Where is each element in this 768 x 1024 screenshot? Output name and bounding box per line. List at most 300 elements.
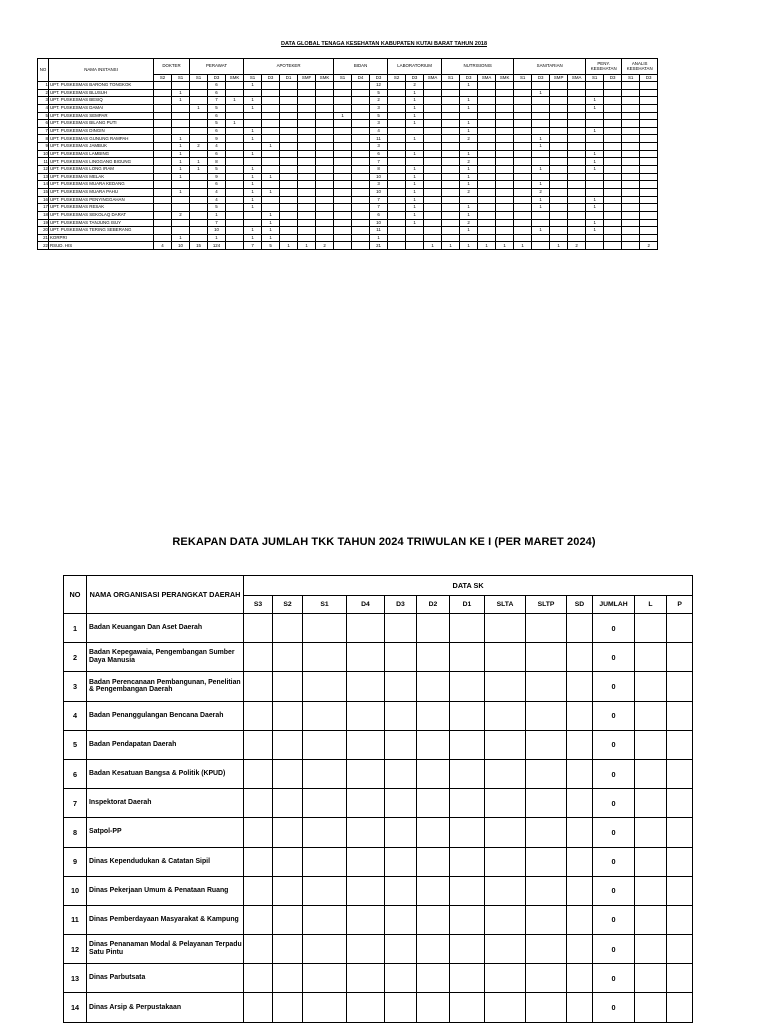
data-cell: 1 — [406, 181, 424, 189]
data-cell — [442, 188, 460, 196]
header-group: NUTRISIONIS — [442, 59, 514, 75]
data-cell — [496, 227, 514, 235]
data-cell — [667, 876, 693, 905]
data-cell — [334, 234, 352, 242]
data-cell — [532, 242, 550, 250]
data-cell — [280, 204, 298, 212]
data-cell — [334, 120, 352, 128]
data-cell — [262, 104, 280, 112]
data-cell — [635, 643, 667, 672]
data-cell — [262, 89, 280, 97]
header-subcolumn: SMF — [298, 75, 316, 82]
data-cell — [154, 104, 172, 112]
data-cell — [568, 89, 586, 97]
data-cell — [352, 127, 370, 135]
data-cell: 1 — [172, 135, 190, 143]
data-cell — [514, 196, 532, 204]
data-cell — [424, 219, 442, 227]
data-cell — [316, 120, 334, 128]
data-cell — [298, 227, 316, 235]
data-cell — [352, 150, 370, 158]
table-row — [38, 104, 658, 112]
data-cell: 1 — [532, 89, 550, 97]
data-cell — [568, 166, 586, 174]
data-cell: 1 — [226, 120, 244, 128]
data-cell — [226, 219, 244, 227]
data-cell — [347, 730, 385, 759]
data-cell: 6 — [208, 127, 226, 135]
data-cell: 9 — [208, 135, 226, 143]
data-cell — [298, 82, 316, 90]
data-cell: 1 — [586, 219, 604, 227]
data-cell — [154, 166, 172, 174]
data-cell — [388, 120, 406, 128]
data-cell — [385, 993, 417, 1022]
data-cell — [424, 196, 442, 204]
table-row — [64, 730, 693, 759]
data-cell: 4 — [154, 242, 172, 250]
data-cell — [273, 935, 303, 964]
data-cell — [334, 135, 352, 143]
row-name: UPT. PUSKESMAS GUNUNG RAMPAH — [49, 135, 154, 143]
data-cell — [172, 82, 190, 90]
data-cell: 9 — [208, 173, 226, 181]
data-cell — [514, 234, 532, 242]
data-cell: 1 — [244, 82, 262, 90]
data-cell — [244, 643, 273, 672]
data-cell — [406, 158, 424, 166]
data-cell — [568, 173, 586, 181]
data-cell: 12 — [370, 82, 388, 90]
data-cell — [244, 158, 262, 166]
data-cell — [303, 730, 347, 759]
data-cell — [635, 730, 667, 759]
data-cell — [514, 158, 532, 166]
data-cell — [532, 97, 550, 105]
data-cell — [568, 150, 586, 158]
data-cell — [190, 204, 208, 212]
data-cell — [568, 204, 586, 212]
data-cell — [172, 127, 190, 135]
data-cell — [442, 82, 460, 90]
data-cell — [406, 127, 424, 135]
data-cell — [604, 82, 622, 90]
data-cell: 1 — [532, 143, 550, 151]
data-cell — [424, 158, 442, 166]
data-cell — [303, 964, 347, 993]
data-cell — [352, 135, 370, 143]
data-cell — [417, 876, 450, 905]
data-cell — [298, 211, 316, 219]
data-cell: 6 — [370, 211, 388, 219]
row-number: 3 — [38, 97, 49, 105]
data-cell — [496, 97, 514, 105]
data-cell: 1 — [190, 166, 208, 174]
data-cell — [450, 759, 485, 788]
data-cell — [514, 104, 532, 112]
data-cell: 7 — [244, 242, 262, 250]
data-cell — [550, 211, 568, 219]
header-name: NAMA ORGANISASI PERANGKAT DAERAH — [87, 576, 244, 614]
data-cell: 1 — [460, 166, 478, 174]
data-cell: 1 — [406, 120, 424, 128]
data-cell: 1 — [460, 204, 478, 212]
row-name: UPT. PUSKESMAS DINGIN — [49, 127, 154, 135]
data-cell — [496, 120, 514, 128]
data-cell — [568, 104, 586, 112]
data-cell — [550, 112, 568, 120]
data-cell — [567, 876, 593, 905]
row-number: 12 — [38, 166, 49, 174]
row-name: Dinas Pemberdayaan Masyarakat & Kampung — [87, 905, 244, 934]
row-name: KORPRI — [49, 234, 154, 242]
data-cell — [273, 759, 303, 788]
data-cell — [567, 701, 593, 730]
data-cell: 1 — [406, 211, 424, 219]
data-cell — [417, 789, 450, 818]
data-cell — [640, 120, 658, 128]
data-cell — [640, 196, 658, 204]
data-cell — [190, 135, 208, 143]
row-number: 7 — [64, 789, 87, 818]
data-cell — [635, 672, 667, 701]
data-cell — [526, 730, 567, 759]
header-subcolumn: D1 — [280, 75, 298, 82]
data-cell — [226, 143, 244, 151]
data-cell — [303, 789, 347, 818]
data-cell — [352, 173, 370, 181]
row-number: 5 — [64, 730, 87, 759]
header-subcolumn: SMA — [478, 75, 496, 82]
jumlah-cell: 0 — [593, 614, 635, 643]
data-cell — [485, 993, 526, 1022]
header-group: PENY. KESEHATAN — [586, 59, 622, 75]
data-cell: 1 — [262, 188, 280, 196]
data-cell — [478, 89, 496, 97]
data-cell — [190, 173, 208, 181]
header-subcolumn: D4 — [347, 596, 385, 614]
data-cell — [316, 219, 334, 227]
data-cell — [424, 181, 442, 189]
row-number: 11 — [38, 158, 49, 166]
data-cell — [154, 120, 172, 128]
data-cell — [586, 211, 604, 219]
jumlah-cell: 0 — [593, 672, 635, 701]
data-cell — [273, 789, 303, 818]
data-cell — [154, 89, 172, 97]
data-cell — [622, 150, 640, 158]
data-cell — [417, 935, 450, 964]
data-cell — [450, 905, 485, 934]
data-cell: 1 — [172, 173, 190, 181]
row-number: 14 — [38, 181, 49, 189]
data-cell: 2 — [460, 188, 478, 196]
data-cell: 1 — [532, 135, 550, 143]
data-cell: 1 — [460, 82, 478, 90]
data-cell: 1 — [262, 227, 280, 235]
data-cell — [244, 614, 273, 643]
data-cell: 1 — [172, 234, 190, 242]
data-cell — [550, 104, 568, 112]
data-cell — [298, 234, 316, 242]
header-subcolumn: P — [667, 596, 693, 614]
data-cell — [496, 196, 514, 204]
data-cell — [526, 759, 567, 788]
data-cell — [280, 120, 298, 128]
data-cell — [388, 89, 406, 97]
data-cell — [635, 818, 667, 847]
data-cell: 1 — [586, 196, 604, 204]
data-cell — [514, 227, 532, 235]
data-cell — [496, 89, 514, 97]
data-cell — [550, 97, 568, 105]
data-cell — [262, 82, 280, 90]
row-name: UPT. PUSKESMAS MELAK — [49, 173, 154, 181]
table-row — [38, 150, 658, 158]
data-cell — [604, 181, 622, 189]
row-number: 17 — [38, 204, 49, 212]
data-cell — [388, 158, 406, 166]
data-cell — [352, 211, 370, 219]
table-row — [38, 227, 658, 235]
data-cell — [450, 643, 485, 672]
data-cell — [352, 204, 370, 212]
data-cell — [622, 166, 640, 174]
data-cell — [154, 82, 172, 90]
data-cell — [568, 196, 586, 204]
header-group: DOKTER — [154, 59, 190, 75]
data-cell — [352, 181, 370, 189]
data-cell — [298, 120, 316, 128]
data-cell — [424, 234, 442, 242]
data-cell — [280, 135, 298, 143]
row-number: 15 — [38, 188, 49, 196]
data-cell — [226, 181, 244, 189]
row-number: 6 — [38, 120, 49, 128]
data-cell: 3 — [370, 104, 388, 112]
row-name: UPT. PUSKESMAS PENYINGGAHAN — [49, 196, 154, 204]
data-cell: 1 — [406, 112, 424, 120]
data-cell — [586, 143, 604, 151]
data-cell — [352, 234, 370, 242]
data-cell — [450, 935, 485, 964]
table-row — [64, 643, 693, 672]
data-cell — [485, 964, 526, 993]
data-cell: 1 — [244, 150, 262, 158]
data-cell — [514, 97, 532, 105]
data-cell — [586, 112, 604, 120]
data-cell: 1 — [190, 104, 208, 112]
data-cell — [460, 196, 478, 204]
row-name: Dinas Parbutsata — [87, 964, 244, 993]
data-cell — [478, 158, 496, 166]
data-cell — [316, 196, 334, 204]
data-cell — [226, 127, 244, 135]
data-cell — [226, 173, 244, 181]
row-number: 5 — [38, 112, 49, 120]
data-cell — [352, 219, 370, 227]
data-cell — [347, 643, 385, 672]
data-cell: 1 — [262, 234, 280, 242]
data-cell — [532, 82, 550, 90]
data-cell — [154, 204, 172, 212]
data-cell — [172, 181, 190, 189]
data-cell — [568, 188, 586, 196]
data-cell: 1 — [586, 127, 604, 135]
data-cell — [280, 150, 298, 158]
data-cell — [424, 211, 442, 219]
data-cell — [450, 847, 485, 876]
data-cell — [316, 104, 334, 112]
data-cell — [154, 181, 172, 189]
data-cell — [262, 97, 280, 105]
data-cell — [298, 204, 316, 212]
header-subcolumn: SMA — [568, 75, 586, 82]
data-cell: 11 — [370, 227, 388, 235]
data-cell — [385, 935, 417, 964]
data-cell — [568, 211, 586, 219]
data-cell — [303, 847, 347, 876]
data-cell — [640, 143, 658, 151]
row-name: UPT. PUSKESMAS DAMAI — [49, 104, 154, 112]
data-cell: 1 — [460, 104, 478, 112]
data-cell — [514, 219, 532, 227]
data-cell: 1 — [460, 173, 478, 181]
data-cell — [622, 181, 640, 189]
data-cell — [514, 188, 532, 196]
data-cell — [532, 127, 550, 135]
data-cell — [622, 196, 640, 204]
row-name: Badan Kepegawaia, Pengembangan Sumber Daya Manusia — [87, 643, 244, 672]
data-cell — [478, 82, 496, 90]
data-cell — [478, 204, 496, 212]
data-cell — [604, 227, 622, 235]
data-cell: 1 — [262, 173, 280, 181]
data-cell — [526, 672, 567, 701]
data-cell: 1 — [460, 127, 478, 135]
data-cell — [514, 143, 532, 151]
header-group: PERAWAT — [190, 59, 244, 75]
data-cell — [244, 219, 262, 227]
row-name: UPT. PUSKESMAS MUARA PAHU — [49, 188, 154, 196]
data-cell — [640, 97, 658, 105]
data-cell — [550, 219, 568, 227]
data-cell — [280, 104, 298, 112]
row-number: 10 — [38, 150, 49, 158]
data-cell — [478, 143, 496, 151]
table-row — [38, 158, 658, 166]
data-cell — [424, 166, 442, 174]
data-cell — [460, 234, 478, 242]
data-cell: 1 — [532, 196, 550, 204]
row-name: UPT. PUSKESMAS BILANG PUTI — [49, 120, 154, 128]
data-cell — [334, 127, 352, 135]
data-cell: 1 — [460, 181, 478, 189]
data-cell — [190, 150, 208, 158]
data-cell — [154, 112, 172, 120]
data-cell — [280, 211, 298, 219]
data-cell: 1 — [460, 120, 478, 128]
data-cell — [352, 227, 370, 235]
data-cell — [280, 112, 298, 120]
data-cell — [154, 127, 172, 135]
data-cell — [172, 196, 190, 204]
header-subcolumn: D3 — [406, 75, 424, 82]
data-cell — [334, 242, 352, 250]
data-cell — [635, 847, 667, 876]
data-cell — [640, 211, 658, 219]
row-number: 21 — [38, 234, 49, 242]
row-number: 19 — [38, 219, 49, 227]
data-cell — [352, 104, 370, 112]
row-name: UPT. PUSKESMAS BLUSUH — [49, 89, 154, 97]
data-cell — [424, 89, 442, 97]
data-cell — [442, 104, 460, 112]
data-cell — [172, 227, 190, 235]
data-cell — [226, 104, 244, 112]
data-cell — [604, 211, 622, 219]
header-subcolumn: S2 — [388, 75, 406, 82]
data-cell — [388, 196, 406, 204]
data-cell — [568, 120, 586, 128]
data-cell — [550, 234, 568, 242]
data-cell — [496, 234, 514, 242]
data-cell — [352, 97, 370, 105]
data-cell — [226, 166, 244, 174]
data-cell — [347, 759, 385, 788]
data-cell — [316, 181, 334, 189]
data-cell — [514, 204, 532, 212]
data-cell — [190, 127, 208, 135]
data-cell — [244, 818, 273, 847]
data-cell — [226, 82, 244, 90]
data-cell: 5 — [208, 204, 226, 212]
data-cell — [450, 789, 485, 818]
table-row — [38, 196, 658, 204]
data-cell — [172, 120, 190, 128]
data-cell — [478, 112, 496, 120]
data-cell — [347, 701, 385, 730]
data-cell — [334, 166, 352, 174]
data-cell — [640, 104, 658, 112]
data-cell — [316, 211, 334, 219]
data-cell — [586, 234, 604, 242]
data-cell — [496, 135, 514, 143]
data-cell — [352, 188, 370, 196]
data-cell — [496, 158, 514, 166]
header-subcolumn: SLTA — [485, 596, 526, 614]
data-cell — [622, 227, 640, 235]
data-cell — [526, 964, 567, 993]
header-group: ANALIS KESEHATAN — [622, 59, 658, 75]
data-cell — [604, 143, 622, 151]
data-cell — [514, 166, 532, 174]
row-name: Badan Pendapatan Daerah — [87, 730, 244, 759]
data-cell — [450, 730, 485, 759]
data-cell — [388, 227, 406, 235]
data-cell: 1 — [514, 242, 532, 250]
data-cell — [640, 181, 658, 189]
data-cell — [586, 120, 604, 128]
data-cell — [567, 847, 593, 876]
data-cell: 1 — [208, 234, 226, 242]
data-cell — [514, 89, 532, 97]
data-cell: 6 — [208, 82, 226, 90]
data-cell — [280, 158, 298, 166]
data-cell — [280, 227, 298, 235]
data-cell — [485, 643, 526, 672]
data-cell — [424, 104, 442, 112]
